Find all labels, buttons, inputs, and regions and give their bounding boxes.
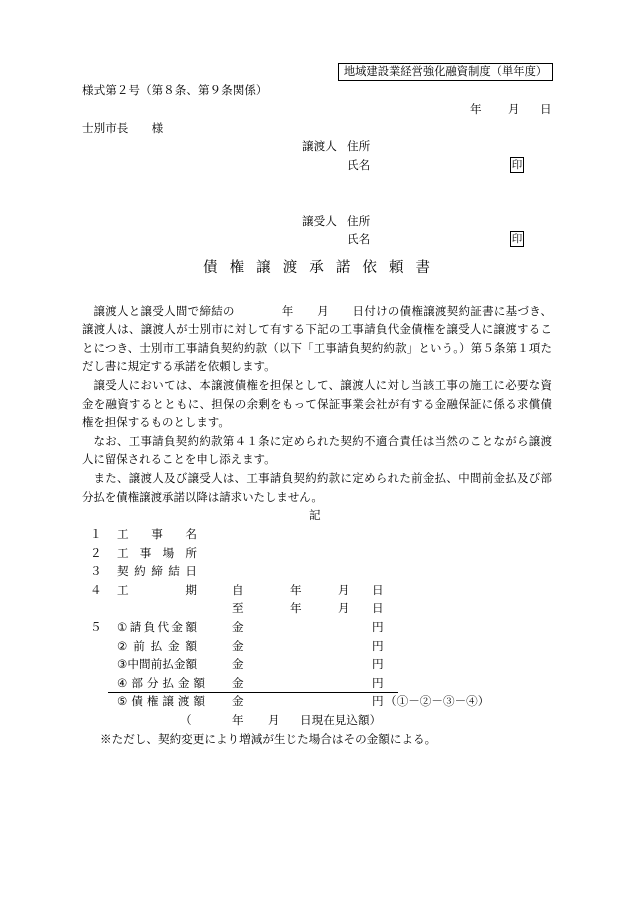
body-line: だし書に規定する承諾を依頼します。 xyxy=(82,359,276,374)
body-line: 譲受人においては、本譲渡債権を担保として、譲渡人に対し当該工事の施工に必要な資 xyxy=(93,378,552,393)
body-line: また、譲渡人及び譲受人は、工事請負契約約款に定められた前金払、中間前金払及び部 xyxy=(93,471,552,486)
body-line: 譲渡人は、譲渡人が士別市に対して有する下記の工事請負代金債権を譲受人に譲渡するこ xyxy=(82,322,552,337)
estimate-year-label: 年 xyxy=(232,712,244,727)
date-year-label: 年 xyxy=(470,101,482,116)
item-number: ４ xyxy=(90,582,102,597)
body-line: 譲渡人と譲受人間で締結の 年 月 日付けの債権譲渡契約証書に基づき、 xyxy=(93,303,552,318)
amount-row-assigned-claim xyxy=(0,692,630,711)
program-name: 地域建設業経営強化融資制度（単年度） xyxy=(343,65,548,78)
body-line: 分払を債権譲渡承諾以降は請求いたしません。 xyxy=(82,489,323,504)
addressee: 士別市長 様 xyxy=(82,120,164,135)
assignee-seal-mark: 印 xyxy=(511,233,523,245)
body-line: 権を担保するものとします。 xyxy=(82,415,230,430)
assignor-seal-mark: 印 xyxy=(511,159,523,171)
amount-row-contract xyxy=(0,618,630,637)
amount-row-partial-payment xyxy=(0,674,630,693)
amount-prefix: 金 xyxy=(232,675,244,690)
amount-label: ② 前 払 金 額 xyxy=(117,638,197,653)
period-day-label: 日 xyxy=(372,601,384,616)
document-title: 債 権 譲 渡 承 諾 依 頼 書 xyxy=(203,260,430,276)
item-construction-name xyxy=(0,525,630,544)
item-contract-date xyxy=(0,562,630,581)
item-number: １ xyxy=(90,526,102,541)
item-number: ３ xyxy=(90,564,102,579)
amount-unit: 円 xyxy=(372,638,384,653)
body-paragraph xyxy=(82,302,552,376)
amount-label: ⑤ 債 権 譲 渡 額 xyxy=(117,694,205,709)
assignee-name-label: 氏名 xyxy=(347,232,371,247)
estimate-open-paren: （ xyxy=(180,712,192,727)
amount-row-interim-advance xyxy=(0,655,630,674)
assignee-role: 譲受人 xyxy=(302,213,337,228)
amount-row-advance xyxy=(0,637,630,656)
amount-unit: 円 xyxy=(372,657,384,672)
estimate-month-label: 月 xyxy=(268,712,280,727)
assignor-address-label: 住所 xyxy=(347,139,371,154)
amount-prefix: 金 xyxy=(232,638,244,653)
item-number: ２ xyxy=(90,545,102,560)
item-label: 工 事 名 xyxy=(117,526,197,541)
item-number: ５ xyxy=(90,619,102,634)
amount-prefix: 金 xyxy=(232,694,244,709)
estimate-date-row xyxy=(0,711,630,730)
period-day-label: 日 xyxy=(372,582,384,597)
body-line: 人に留保されることを申し添えます。 xyxy=(82,452,276,467)
assignor-name-label: 氏名 xyxy=(347,157,371,172)
amount-label: ① 請 負 代 金 額 xyxy=(117,619,197,634)
amount-prefix: 金 xyxy=(232,619,244,634)
item-label: 工 事 場 所 xyxy=(117,545,197,560)
item-label: 契 約 締 結 日 xyxy=(117,564,197,579)
period-year-label: 年 xyxy=(290,582,302,597)
request-body xyxy=(82,302,552,507)
body-paragraph xyxy=(82,376,552,432)
note-row xyxy=(0,730,630,749)
body-line: なお、工事請負契約約款第４１条に定められた契約不適合責任は当然のことながら譲渡 xyxy=(93,433,552,448)
amount-formula: （①－②－③－④） xyxy=(385,694,490,709)
body-line: 金を融資するとともに、担保の余剰をもって保証事業会社が有する金融保証に係る求償債 xyxy=(82,396,552,411)
date-day-label: 日 xyxy=(540,101,552,116)
item-label: 工 期 xyxy=(117,582,197,597)
item-period-to xyxy=(0,599,630,618)
item-period-from xyxy=(0,581,630,600)
amount-label: ③ 中 間 前 払 金 額 xyxy=(117,657,198,672)
period-from-label: 自 xyxy=(232,582,244,597)
program-name-box xyxy=(338,63,553,81)
amount-unit: 円 xyxy=(372,694,384,709)
estimate-day-suffix: 日現在見込額） xyxy=(300,712,382,727)
ki-heading: 記 xyxy=(309,508,321,523)
body-paragraph xyxy=(82,432,552,469)
period-to-label: 至 xyxy=(232,601,244,616)
assignee-address-label: 住所 xyxy=(347,213,371,228)
amount-unit: 円 xyxy=(372,675,384,690)
form-number: 様式第２号（第８条、第９条関係） xyxy=(82,83,268,98)
amount-prefix: 金 xyxy=(232,657,244,672)
period-year-label: 年 xyxy=(290,601,302,616)
period-month-label: 月 xyxy=(338,582,350,597)
body-line: とにつき、士別市工事請負契約約款（以下「工事請負契約約款」という。）第５条第１項た xyxy=(82,340,552,355)
amount-unit: 円 xyxy=(372,619,384,634)
amount-label: ④ 部 分 払 金 額 xyxy=(117,675,205,690)
date-month-label: 月 xyxy=(508,101,520,116)
body-paragraph xyxy=(82,469,552,506)
contract-change-note: ※ただし、契約変更により増減が生じた場合はその金額による。 xyxy=(100,731,437,746)
period-month-label: 月 xyxy=(338,601,350,616)
assignor-role: 譲渡人 xyxy=(302,139,337,154)
item-construction-site xyxy=(0,544,630,563)
